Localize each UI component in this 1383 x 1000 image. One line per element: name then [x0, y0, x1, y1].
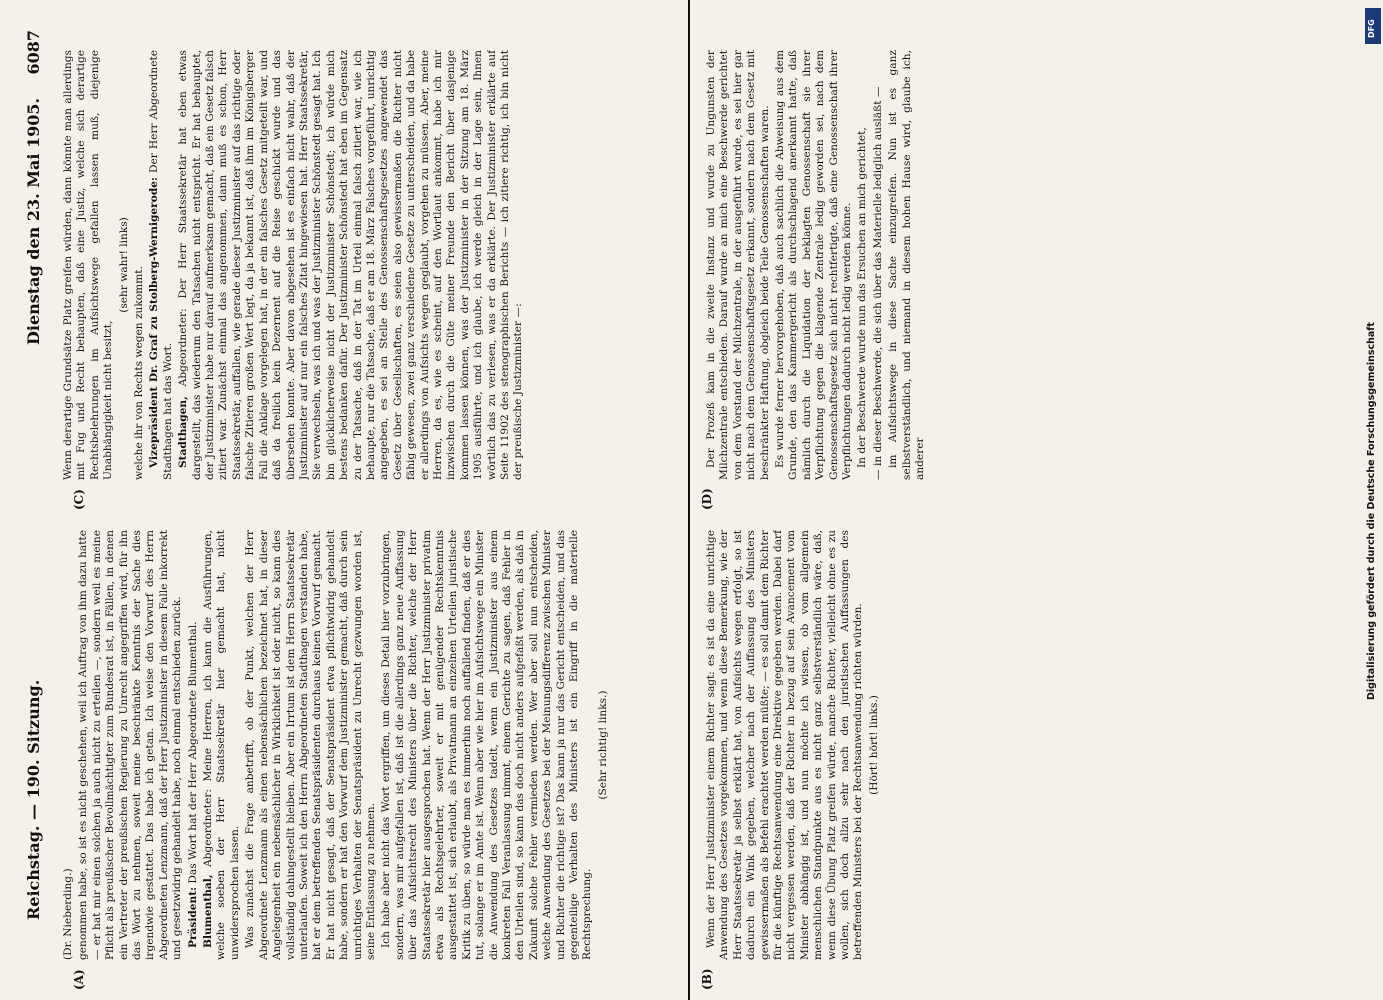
paragraph: [148, 50, 175, 480]
column-divider-rule: [688, 0, 690, 1000]
margin-marker-b: (B): [700, 968, 714, 990]
speaker-name: Vizepräsident Dr. Graf zu Stolberg-Wernigerode:: [148, 177, 161, 468]
dfg-logo-text: DFG: [1367, 19, 1376, 38]
credit-text: Digitalisierung gefördert durch die Deutsche Forschungsgemeinschaft: [1366, 322, 1377, 700]
speech-text: Abgeordneter: Meine Herren, ich kann die Ausführungen, welche soeben der Herr Staatssekretär hier gemacht hat, nicht unwidersprochen lassen.: [202, 530, 241, 960]
paragraph: [187, 530, 200, 960]
interjection: (sehr wahr! links): [117, 217, 130, 313]
paragraph: [202, 530, 242, 960]
column-c: [62, 50, 662, 480]
digitization-credit: [1366, 10, 1380, 700]
quoted-paragraph: Der Prozeß kam in die zweite Instanz und wurde zu Ungunsten der Milchzentrale entschieden. Darauf wurde an mich eine Beschwerde gerichtet von dem Vorstand der Milchzentrale, in der ausgeführt wurde, es sei hier gar nicht nach dem Genossenschaftsgesetz erkannt, sondern nach dem Gesetz mit beschränkter Haftung, obgleich beide Teile Genossenschaften waren.: [705, 50, 771, 480]
column-d: [705, 50, 1345, 480]
interjection: (Hört! hört! links.): [867, 695, 880, 795]
interjection: (Sehr richtig! links.): [596, 690, 609, 800]
header-left-title: Reichstag. — 190. Sitzung.: [24, 679, 43, 920]
column-b: [705, 530, 1345, 960]
paragraph: [177, 50, 526, 480]
margin-marker-c: (C): [72, 489, 86, 510]
page-number: 6087: [24, 30, 43, 75]
speech-text: Der Herr Abgeordnete Stadthagen hat das Wort.: [148, 50, 174, 480]
quoted-paragraph: Es wurde ferner hervorgehoben, daß auch sachlich die Abweisung aus dem Grunde, den das Kammergericht als durchschlagend anerkannt hatte, daß nämlich durch die Liquidation der beklagten Genossenschaft sie ihrer Verpflichtung gegen die klagende Zentrale ledig geworden sei, nach dem Genossenschaftsgesetz sich nicht rechtfertigte, daß eine Genossenschaft ihrer Verpflichtungen dadurch nicht ledig werden könne.: [774, 50, 854, 480]
paragraph: Wenn der Herr Justizminister einem Richter sagt: es ist da eine unrichtige Anwendung des Gesetzes vorgekommen, und wenn diese Bemerkung, wie der Herr Staatssekretär ja selbst erklärt hat, von Aufsichts wegen erfolgt, so ist dadurch ein Wink gegeben, welcher nach der Auffassung des Ministers gewissermaßen als Befehl erachtet werden müßte; — es soll damit dem Richter für die künftige Rechtsanwendung eine Direktive gegeben werden. Dabei darf nicht vergessen werden, daß der Richter in bezug auf sein Avancement vom Minister abhängig ist, und nun möchte ich wissen, ob vom allgemein menschlichen Standpunkte aus es nicht ganz selbstverständlich wäre, daß, wenn diese Übung Platz greifen würde, manche Richter, vielleicht ohne es zu wollen, sich doch allzu sehr nach den juristischen Auffassungen des betreffenden Ministers bei der Rechtsanwendung richten würden.: [705, 530, 865, 960]
speaker-name: Stadthagen,: [177, 396, 190, 468]
paragraph: genommen habe, so ist es nicht geschehen, weil ich Auftrag von ihm dazu hatte — er hat mir einen solchen ja auch nicht zu erteilen —, sondern weil es meine Pflicht als preußischer Bevollmächtigter zum Bundesrat ist, in Fällen, in denen ein Vertreter der preußischen Regierung zu Unrecht angegriffen wird, für ihn das Wort zu nehmen, soweit meine beschränkte Kenntnis der Sache dies irgendwie gestattet. Das habe ich getan. Ich weise den Vorwurf des Herrn Abgeordneten Lenzmann, daß der Herr Justizminister in diesem Falle inkorrekt und gesetzwidrig gehandelt habe, noch einmal entschieden zurück.: [77, 530, 184, 960]
speaker-name: Blumenthal,: [202, 874, 215, 948]
paragraph: Wenn derartige Grundsätze Platz greifen würden, dann könnte man allerdings mit Fug und Recht behaupten, daß eine Justiz, welche sich derartige Rechtsbelehrungen im Aufsichtswege gefallen lassen muß, diejenige Unabhängigkeit nicht besitzt,: [62, 50, 115, 480]
speaker-continuation: (Dr. Nieberding.): [62, 868, 74, 960]
column-a: [62, 530, 662, 960]
paragraph: — in dieser Beschwerde, die sich über das Materielle lediglich ausläßt —: [871, 86, 884, 480]
speaker-name: Präsident:: [186, 886, 199, 948]
quoted-paragraph: In der Beschwerde wurde nun das Ersuchen an mich gerichtet,: [856, 127, 869, 468]
paragraph: Ich habe aber nicht das Wort ergriffen, um dieses Detail hier vorzubringen, sondern, was mir aufgefallen ist, daß ist die allerdings ganz neue Auffassung über das Aufsichtsrecht des Ministers über die Richter, welche der Herr Staatssekretär hier ausgesprochen hat. Wenn der Herr Justizminister privatim etwa als Rechtsgelehrter, soweit er mit genügender Rechtskenntnis ausgestattet ist, sich erlaubt, als Privatmann an einzelnen Urteilen juristische Kritik zu üben, so würde man es immerhin noch auffallend finden, daß er dies tut, solange er im Amte ist. Wenn aber wie hier im Aufsichtswege ein Minister die Anwendung des Gesetzes tadelt, wenn ein Justizminister aus einem konkreten Fall Veranlassung nimmt, einem Gerichte zu sagen, daß Fehler in den Urteilen sind, so kann das doch nicht anders aufgefaßt werden, als daß in Zukunft solche Fehler vermieden werden. Wer aber soll nun entscheiden, welche Anwendung des Gesetzes bei der Meinungsdifferenz zwischen Minister und Richter die richtige ist? Das kann ja nur das Gericht entscheiden, und das gegenteilige Verhalten des Ministers ist ein Eingriff in die materielle Rechtsprechung.: [380, 530, 594, 960]
speech-text: Abgeordneter: Der Herr Staatssekretär hat eben etwas dargestellt, das wiederum den Tatsachen nicht entspricht. Er hat behauptet, der Justizminister habe nur darauf aufmerksam gemacht, daß ein Gesetz falsch zitiert war. Zunächst einmal das angenommen, dann muß es schon, Herr Staatssekretär, auffallen, wie gerade dieser Justizminister auf das richtige oder falsche Zitieren großen Wert legt, da ja bekannt ist, daß ihm im Königsberger Fall die Anklage vorgelegen hat, in der ein falsches Gesetz mitgeteilt war, und daß da freilich kein Dezernent auf die Reise geschickt wurde und das übersehen konnte. Aber davon abgesehen ist es einfach nicht wahr, daß der Justizminister auf nur ein falsches Zitat hingewiesen hat. Herr Staatssekretär, Sie verwechseln, was ich und was der Justizminister Schönstedt gesagt hat. Ich bin glücklicherweise nicht der Justizminister Schönstedt; ich würde mich bestens bedanken dafür. Der Justizminister Schönstedt hat eben im Gegensatz zu der Tatsache, daß in der Tat im Urteil einmal falsch zitiert war, wie ich behaupte, nur die Tatsache, daß er am 18. März Falsches vorgeführt, unrichtig angegeben, es sei an Stelle des Genossenschaftsgesetzes angewendet das Gesetz über Gesellschaften, es seien also gewissermaßen die Richter nicht fähig gewesen, zwei ganz verschiedene Gesetze zu unterscheiden, und da habe er allerdings von Aufsichts wegen geglaubt, vorgehen zu müssen. Aber, meine Herren, da es, wie es scheint, auf den Wortlaut ankommt, habe ich mir inzwischen durch die Güte meiner Freunde den Bericht über dasjenige kommen lassen können, was der Justizminister in der Sitzung am 18. März 1905 ausführte, und ich glaube, ich werde gleich in der Lage sein, Ihnen wörtlich das zu verlesen, was er da erklärte. Der Justizminister erklärte auf Seite 11902 des stenographischen Berichts — ich zitiere richtig, ich bin nicht der preußische Justizminister —:: [177, 50, 525, 480]
page-header: [18, 30, 54, 960]
paragraph: Was zunächst die Frage anbetrifft, ob der Punkt, welchen der Herr Abgeordnete Lenzmann als einen nebensächlichen bezeichnet hat, in dieser Angelegenheit ein nebensächlicher in Wirklichkeit ist oder nicht, so kann dies vollständig dahingestellt bleiben. Aber ein Irrtum ist dem Herrn Staatssekretär unterlaufen. Soweit ich den Herrn Abgeordneten Stadthagen verstanden habe, hat er dem betreffenden Senatspräsidenten durchaus keinen Vorwurf gemacht. Er hat nicht gesagt, daß der Senatspräsident etwa pflichtwidrig gehandelt habe, sondern er hat den Vorwurf dem Justizminister gemacht, daß durch sein unrichtiges Verhalten der Senatspräsident zu Unrecht gezwungen worden ist, seine Entlassung zu nehmen.: [244, 530, 377, 960]
speech-text: Das Wort hat der Herr Abgeordnete Blumenthal.: [186, 621, 199, 887]
quoted-paragraph: im Aufsichtswege in diese Sache einzugreifen. Nun ist es ganz selbstverständlich, und niemand in diesem hohen Hause wird, glaube ich, anderer: [887, 50, 927, 480]
header-right-date: Dienstag den 23. Mai 1905.: [24, 97, 43, 345]
margin-marker-a: (A): [72, 969, 86, 990]
margin-marker-d: (D): [700, 488, 714, 510]
paragraph: welche ihr von Rechts wegen zukommt.: [133, 266, 146, 480]
